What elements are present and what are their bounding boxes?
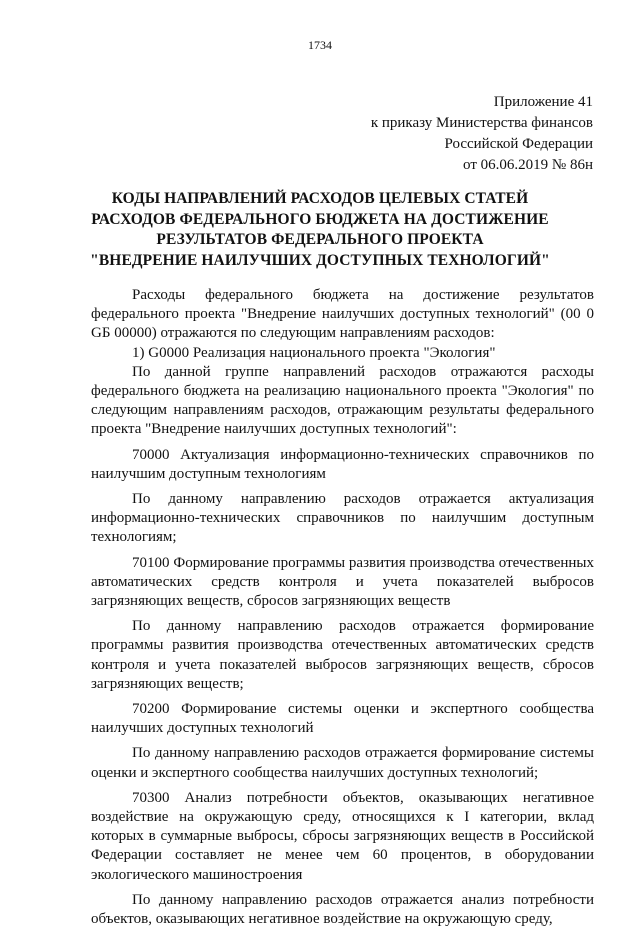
code-70000-description: По данному направлению расходов отражается актуализация информационно-технических справочников по наилучшим доступным технологиям; bbox=[91, 491, 594, 546]
intro-paragraph: Расходы федерального бюджета на достижение результатов федерального проекта "Внедрение наилучших доступных технологий" (00 0 GБ 00000) отражаются по следующим направлениям расходов: bbox=[91, 287, 594, 342]
code-70100-description: По данному направлению расходов отражается формирование программы развития производства отечественных автоматических средств контроля и учета показателей выбросов загрязняющих веществ, сбросов загрязняющих веществ; bbox=[91, 618, 594, 692]
code-70200-description: По данному направлению расходов отражается формирование системы оценки и экспертного сообщества наилучших доступных технологий; bbox=[91, 745, 594, 781]
section-heading: 1) G0000 Реализация национального проекта "Экология" bbox=[132, 344, 496, 361]
appendix-line: Приложение 41 bbox=[493, 94, 593, 110]
appendix-line: Российской Федерации bbox=[444, 136, 593, 152]
page-number: 1734 bbox=[308, 38, 332, 52]
appendix-date-line: от 06.06.2019 № 86н bbox=[463, 157, 593, 173]
title-line: РАСХОДОВ ФЕДЕРАЛЬНОГО БЮДЖЕТА НА ДОСТИЖЕНИЕ bbox=[91, 210, 549, 228]
document-title bbox=[60, 189, 580, 271]
code-70300-description: По данному направлению расходов отражается анализ потребности объектов, оказывающих негативное воздействие на окружающую среду, bbox=[91, 891, 594, 928]
code-70300-heading: 70300 Анализ потребности объектов, оказывающих негативное воздействие на окружающую среду, относящихся к I категории, вклад которых в суммарные выбросы, сбросы загрязняющих веществ в Российской Федерации составляет не менее чем 60 процентов, в оборудовании экологического машиностроения bbox=[91, 789, 594, 883]
appendix-line: к приказу Министерства финансов bbox=[370, 115, 593, 131]
document-body bbox=[91, 286, 594, 929]
code-70200-heading: 70200 Формирование системы оценки и экспертного сообщества наилучших доступных технологий bbox=[91, 701, 594, 737]
code-70100-heading: 70100 Формирование программы развития производства отечественных автоматических средств контроля и учета показателей выбросов загрязняющих веществ, сбросов загрязняющих веществ bbox=[91, 554, 594, 610]
code-70000-heading: 70000 Актуализация информационно-технических справочников по наилучшим доступным технологиям bbox=[91, 446, 594, 482]
title-line: РЕЗУЛЬТАТОВ ФЕДЕРАЛЬНОГО ПРОЕКТА bbox=[156, 231, 484, 248]
appendix-header bbox=[371, 92, 593, 176]
section-description: По данной группе направлений расходов отражаются расходы федерального бюджета на реализацию национального проекта "Экология" по следующим направлениям расходов, отражающим результаты федерального проекта "Внедрение наилучших доступных технологий": bbox=[91, 363, 594, 438]
title-line: "ВНЕДРЕНИЕ НАИЛУЧШИХ ДОСТУПНЫХ ТЕХНОЛОГИЙ" bbox=[90, 251, 550, 269]
title-line: КОДЫ НАПРАВЛЕНИЙ РАСХОДОВ ЦЕЛЕВЫХ СТАТЕЙ bbox=[111, 190, 529, 207]
